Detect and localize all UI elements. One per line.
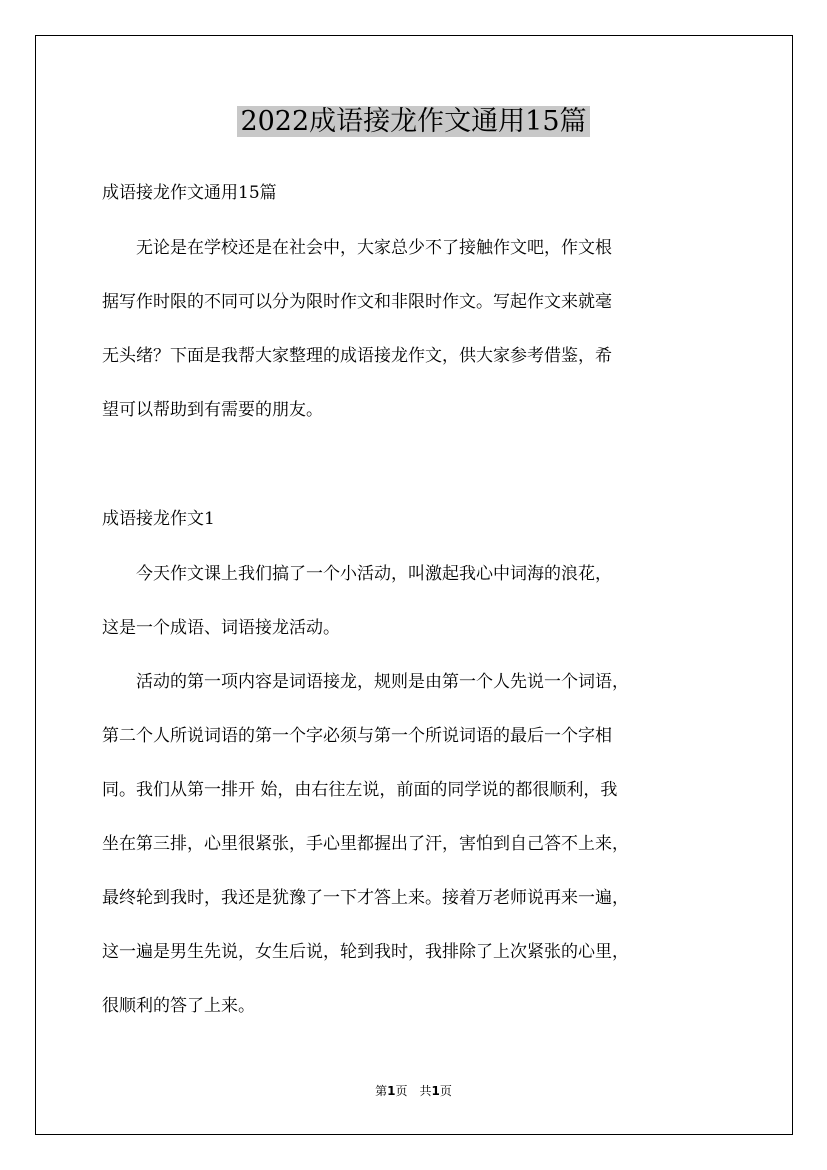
paragraph-line: 望可以帮助到有需要的朋友。 <box>102 400 323 420</box>
paragraph-line: 第二个人所说词语的第一个字必须与第一个所说词语的最后一个字相 <box>102 726 612 746</box>
paragraph-line: 今天作文课上我们搞了一个小活动，叫激起我心中词海的浪花， <box>102 564 612 584</box>
paragraph-line: 无头绪？下面是我帮大家整理的成语接龙作文，供大家参考借鉴，希 <box>102 346 612 366</box>
subtitle-line: 成语接龙作文通用15篇 <box>102 183 277 203</box>
page-footer: 第1页 共1页 <box>375 1084 452 1098</box>
paragraph-line: 活动的第一项内容是词语接龙，规则是由第一个人先说一个词语， <box>102 672 629 692</box>
paragraph-line: 很顺利的答了上来。 <box>102 996 255 1016</box>
paragraph-line: 无论是在学校还是在社会中，大家总少不了接触作文吧，作文根 <box>102 238 612 258</box>
paragraph-line: 据写作时限的不同可以分为限时作文和非限时作文。写起作文来就毫 <box>102 292 612 312</box>
paragraph-line: 同。我们从第一排开 始，由右往左说，前面的同学说的都很顺利，我 <box>102 780 618 800</box>
paragraph-line: 最终轮到我时，我还是犹豫了一下才答上来。接着万老师说再来一遍， <box>102 888 629 908</box>
page-total: 1 <box>431 1084 440 1098</box>
paragraph-line: 这是一个成语、词语接龙活动。 <box>102 618 340 638</box>
page-current: 1 <box>387 1084 396 1098</box>
paragraph-line: 坐在第三排，心里很紧张，手心里都握出了汗，害怕到自己答不上来， <box>102 834 629 854</box>
document-title <box>0 102 827 142</box>
paragraph-line: 这一遍是男生先说，女生后说，轮到我时，我排除了上次紧张的心里， <box>102 942 629 962</box>
section-heading: 成语接龙作文1 <box>102 509 215 529</box>
document-title-text: 2022成语接龙作文通用15篇 <box>237 106 589 137</box>
